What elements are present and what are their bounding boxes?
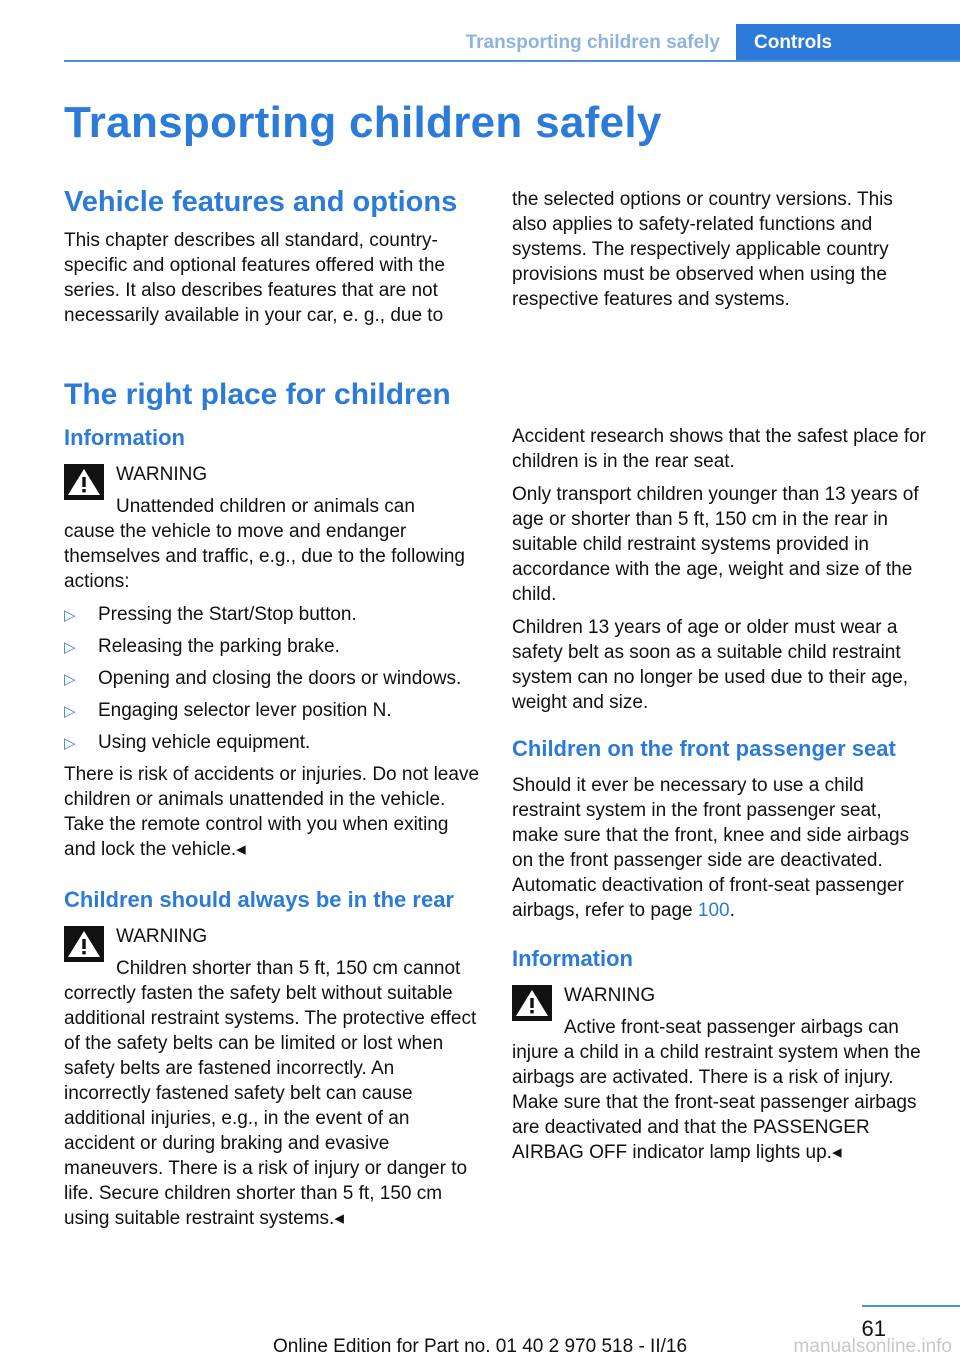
triangle-bullet-icon: ▷	[64, 639, 76, 656]
warning-text-first-line: Children shorter than 5 ft, 150 cm cannot	[116, 958, 461, 979]
warning-text: cause the vehicle to move and endanger themselves and traffic, e.g., due to the following actions:	[64, 521, 465, 592]
page-number-rule	[862, 1305, 960, 1307]
triangle-bullet-icon: ▷	[64, 607, 76, 624]
warning-block	[64, 462, 479, 519]
vehicle-features-heading: Vehicle features and options	[64, 186, 458, 218]
warning-label: WARNING	[564, 985, 656, 1006]
information-heading: Information	[64, 425, 185, 450]
rear-seat-heading: Children should always be in the rear	[64, 887, 454, 912]
list-item	[64, 602, 479, 627]
watermark: manualsonline.info	[793, 1336, 952, 1357]
front-seat-text: Should it ever be necessary to use a child restraint system in the front passenger seat, make sure that the front, knee and side airbags on the front passenger side are deactivated. Automatic deactivation of front-seat passenger airbags, refer to page	[512, 775, 910, 921]
page-number: 61	[861, 1316, 886, 1341]
warning-label: WARNING	[116, 926, 208, 947]
triangle-bullet-icon: ▷	[64, 671, 76, 688]
vehicle-features-para-right: the selected options or country versions. This also applies to safety-related functions and systems. The respectively applicable country provisions must be observed when using the respective features and systems.	[512, 189, 893, 310]
front-seat-heading: Children on the front passenger seat	[512, 736, 896, 761]
warning-block	[512, 983, 927, 1040]
running-header-tab: Controls	[736, 24, 960, 62]
warning-label: WARNING	[116, 464, 208, 485]
list-item	[64, 698, 479, 723]
page-reference-link[interactable]: 100	[697, 900, 730, 921]
accident-research-paragraph: Accident research shows that the safest place for children is in the rear seat.	[512, 426, 926, 472]
older-children-paragraph: Children 13 years of age or older must wear a safety belt as soon as a suitable child restraint system can no longer be used due to their age, weight and size.	[512, 617, 909, 713]
triangle-bullet-icon: ▷	[64, 703, 76, 720]
list-item	[64, 666, 479, 691]
list-item-text: Using vehicle equipment.	[98, 732, 311, 753]
running-header-section: Transporting children safely	[465, 32, 720, 53]
list-item-text: Pressing the Start/Stop button.	[98, 604, 357, 625]
warning-icon	[512, 985, 552, 1021]
vehicle-features-para-left: This chapter describes all standard, country-specific and optional features offered with the series. It also describes features that are not necessarily available in your car, e. g., due to	[64, 230, 445, 326]
left-column	[64, 424, 479, 1239]
right-column	[512, 424, 927, 1173]
list-item-text: Opening and closing the doors or windows.	[98, 668, 462, 689]
page-title: Transporting children safely	[64, 98, 662, 147]
risk-paragraph: There is risk of accidents or injuries. Do not leave children or animals unattended in the vehicle. Take the remote control with you when exiting and lock the vehicle.◂	[64, 764, 480, 860]
warning-icon	[64, 926, 104, 962]
warning-text: injure a child in a child restraint system when the airbags are activated. There is a risk of injury. Make sure that the front-seat passenger airbags are deactivated and that the PASSENGER AIRBAG OFF indicator lamp lights up.◂	[512, 1042, 921, 1163]
warning-icon	[64, 464, 104, 500]
warning-text: correctly fasten the safety belt without suitable additional restraint systems. The protective effect of the safety belts can be limited or lost when safety belts are fastened incorrectly. An incorrectly fastened safety belt can cause additional injuries, e.g., in the event of an accident or during braking and evasive maneuvers. There is a risk of injury or danger to life. Secure children shorter than 5 ft, 150 cm using suitable restraint systems.◂	[64, 983, 477, 1229]
vehicle-features-right	[512, 187, 927, 320]
front-seat-paragraph	[512, 773, 927, 923]
transport-paragraph: Only transport children younger than 13 years of age or shorter than 5 ft, 150 cm in the rear in suitable child restraint systems provided in accordance with the age, weight and size of the child.	[512, 484, 919, 605]
right-place-heading: The right place for children	[64, 378, 451, 411]
warning-block	[64, 924, 479, 981]
triangle-bullet-icon: ▷	[64, 735, 76, 752]
bullet-list	[64, 602, 479, 755]
list-item	[64, 634, 479, 659]
front-seat-period: .	[729, 900, 735, 921]
list-item-text: Engaging selector lever position N.	[98, 700, 392, 721]
vehicle-features-left	[64, 184, 479, 336]
front-information-heading: Information	[512, 946, 633, 971]
edition-footer: Online Edition for Part no. 01 40 2 970 518 - II/16	[272, 1336, 688, 1357]
list-item	[64, 730, 479, 755]
warning-text-first-line: Active front-seat passenger airbags can	[564, 1017, 899, 1038]
list-item-text: Releasing the parking brake.	[98, 636, 340, 657]
warning-text-first-line: Unattended children or animals can	[116, 496, 415, 517]
header-rule	[64, 60, 960, 62]
